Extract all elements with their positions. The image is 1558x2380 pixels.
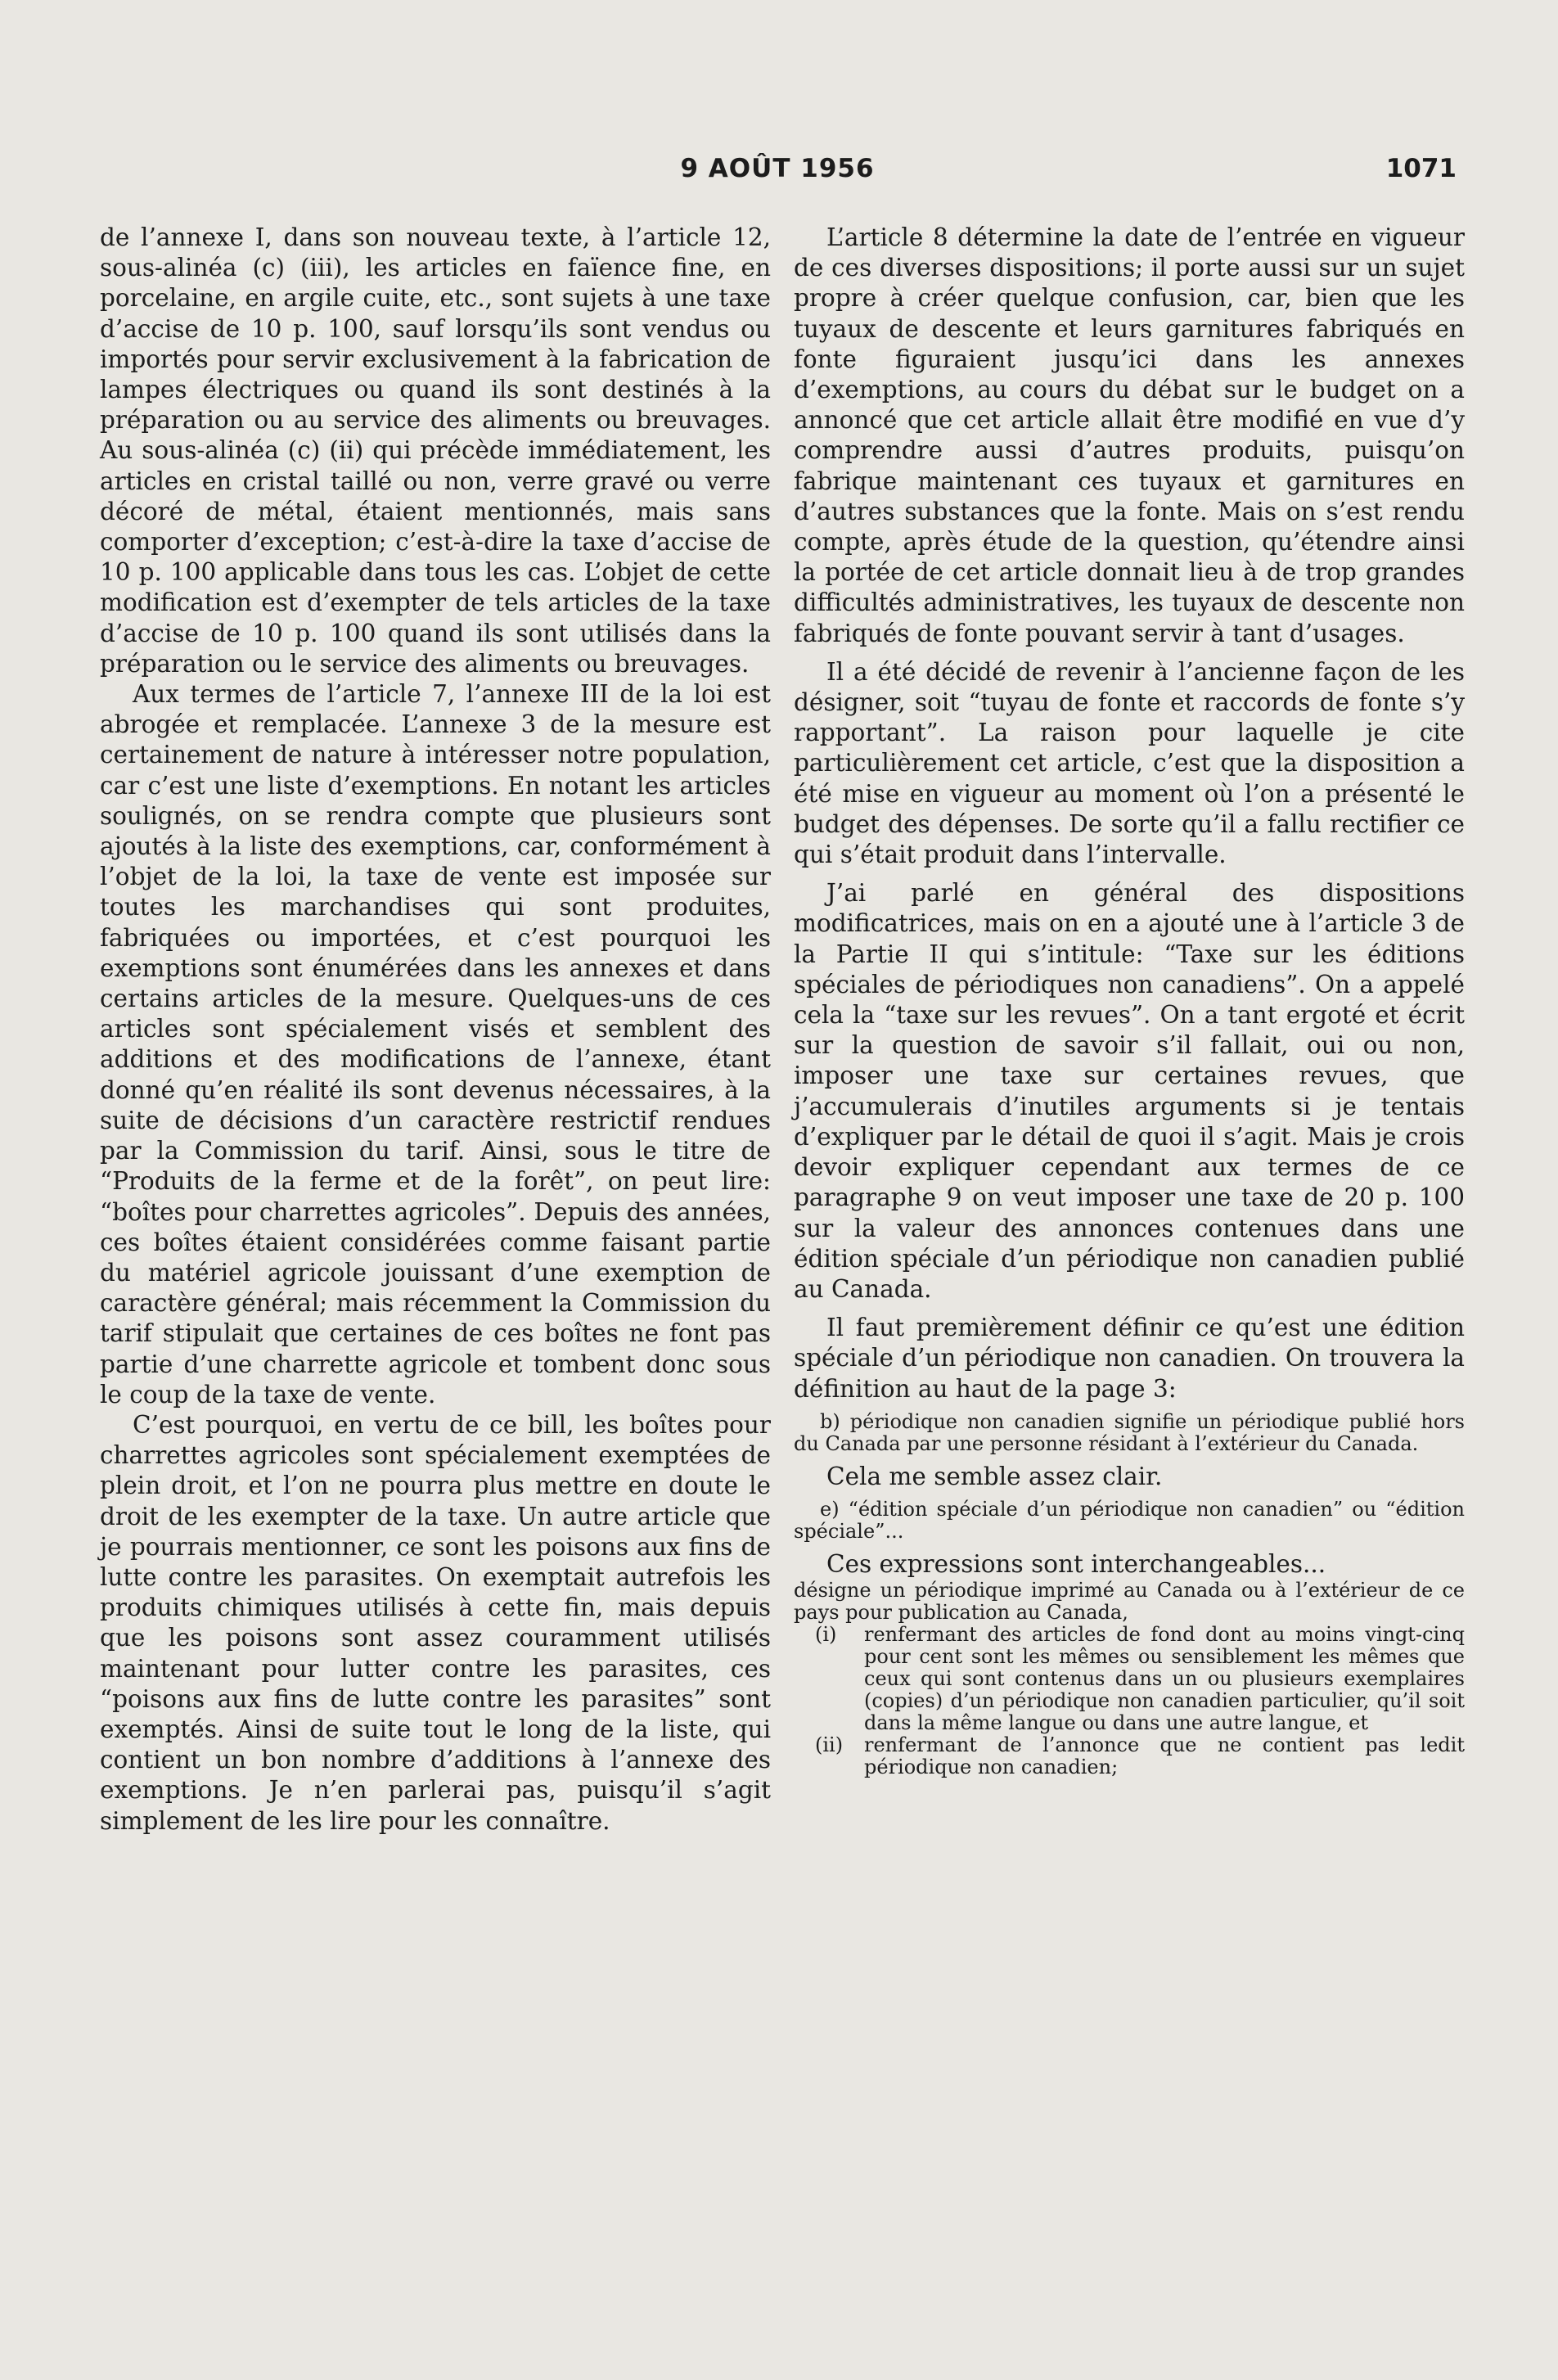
item-number: (ii) bbox=[815, 1733, 844, 1757]
paragraph: Cela me semble assez clair. bbox=[826, 1462, 1163, 1490]
item-text: renfermant de l’annonce que ne contient pas ledit périodique non canadien; bbox=[864, 1733, 1465, 1779]
paragraph: L’article 8 détermine la date de l’entrée en vigueur de ces diverses dispositions; il porte aussi sur un sujet propre à créer quelque confusion, car, bien que les tuyaux de descente et leurs garnitures fabriqués en fonte figuraient jusqu’ici dans les annexes d’exemptions, au cours du débat sur le budget on a annoncé que cet article allait être modifié en vue d’y comprendre aussi d’autres produits, puisqu’on fabrique maintenant ces tuyaux et garnitures en d’autres substances que la fonte. Mais on s’est rendu compte, après étude de la question, qu’étendre ainsi la portée de cet article donnait lieu à de trop grandes difficultés administratives, les tuyaux de descente non fabriqués de fonte pouvant servir à tant d’usages. bbox=[794, 223, 1465, 647]
quote-definition-b: b) périodique non canadien signifie un périodique publié hors du Canada par une personne résidant à l’extérieur du Canada. bbox=[794, 1409, 1465, 1455]
paragraph: C’est pourquoi, en vertu de ce bill, les boîtes pour charrettes agricoles sont spécialement exemptées de plein droit, et l’on ne pourra plus mettre en doute le droit de les exempter de la taxe. Un autre article que je pourrais mentionner, ce sont les poisons aux fins de lutte contre les parasites. On exemptait autrefois les produits chimiques utilisés à cette fin, mais depuis que les poisons sont assez couramment utilisés maintenant pour lutter contre les parasites, ces “poisons aux fins de lutte contre les parasites” sont exemptés. Ainsi de suite tout le long de la liste, qui contient un bon nombre d’additions à l’annexe des exemptions. Je n’en parlerai pas, puisqu’il s’agit simplement de les lire pour les connaître. bbox=[100, 1410, 771, 1835]
left-column bbox=[100, 223, 771, 1837]
paragraph: J’ai parlé en général des dispositions modificatrices, mais on en a ajouté une à l’article 3 de la Partie II qui s’intitule: “Taxe sur les éditions spéciales de périodiques non canadiens”. On a appelé cela la “taxe sur les revues”. On a tant ergoté et écrit sur la question de savoir s’il fallait, oui ou non, imposer une taxe sur certaines revues, que j’accumulerais d’inutiles arguments si je tentais d’expliquer par le détail de quoi il s’agit. Mais je crois devoir expliquer cependant aux termes de ce paragraphe 9 on veut imposer une taxe de 20 p. 100 sur la valeur des annonces contenues dans une édition spéciale d’un périodique non canadien publié au Canada. bbox=[794, 879, 1465, 1303]
item-text: renfermant des articles de fond dont au moins vingt-cinq pour cent sont les mêmes ou sensiblement les mêmes que ceux qui sont contenus dans un ou plusieurs exemplaires (copies) d’un périodique non canadien particulier, qu’il soit dans la même langue ou dans une autre langue, et bbox=[864, 1623, 1465, 1735]
item-number: (i) bbox=[815, 1623, 837, 1647]
page-header bbox=[98, 154, 1457, 193]
paragraph: Il a été décidé de revenir à l’ancienne façon de les désigner, soit “tuyau de fonte et raccords de fonte s’y rapportant”. La raison pour laquelle je cite particulièrement cet article, c’est que la disposition a été mise en vigueur au moment où l’on a présenté le budget des dépenses. De sorte qu’il a fallu rectifier ce qui s’était produit dans l’intervalle. bbox=[794, 657, 1465, 869]
paragraph: de l’annexe I, dans son nouveau texte, à l’article 12, sous-alinéa (c) (iii), les articles en faïence fine, en porcelaine, en argile cuite, etc., sont sujets à une taxe d’accise de 10 p. 100, sauf lorsqu’ils sont vendus ou importés pour servir exclusivement à la fabrication de lampes électriques ou quand ils sont destinés à la préparation ou au service des aliments ou breuvages. Au sous-alinéa (c) (ii) qui précède immédiatement, les articles en cristal taillé ou non, verre gravé ou verre décoré de métal, étaient mentionnés, mais sans comporter d’exception; c’est-à-dire la taxe d’accise de 10 p. 100 applicable dans tous les cas. L’objet de cette modification est d’exempter de tels articles de la taxe d’accise de 10 p. 100 quand ils sont utilisés dans la préparation ou le service des aliments ou breuvages. bbox=[100, 223, 771, 678]
definition-intro: désigne un périodique imprimé au Canada ou à l’extérieur de ce pays pour publication au Canada, bbox=[794, 1579, 1465, 1625]
paragraph: Aux termes de l’article 7, l’annexe III de la loi est abrogée et remplacée. L’annexe 3 de la mesure est certainement de nature à intéresser notre population, car c’est une liste d’exemptions. En notant les articles soulignés, on se rendra compte que plusieurs sont ajoutés à la liste des exemptions, car, conformément à l’objet de la loi, la taxe de vente est imposée sur toutes les marchandises qui sont produites, fabriquées ou importées, et c’est pourquoi les exemptions sont énumérées dans les annexes et dans certains articles de la mesure. Quelques-uns de ces articles sont spécialement visés et semblent des additions et des modifications de l’annexe, étant donné qu’en réalité ils sont devenus nécessaires, à la suite de décisions d’un caractère restrictif rendues par la Commission du tarif. Ainsi, sous le titre de “Produits de la ferme et de la forêt”, on peut lire: “boîtes pour charrettes agricoles”. Depuis des années, ces boîtes étaient considérées comme faisant partie du matériel agricole jouissant d’une exemption de caractère général; mais récemment la Commission du tarif stipulait que certaines de ces boîtes ne font pas partie d’une charrette agricole et tombent donc sous le coup de la taxe de vente. bbox=[100, 680, 771, 1409]
header-date: 9 AOÛT 1956 bbox=[680, 154, 875, 183]
paragraph: Ces expressions sont interchangeables... bbox=[826, 1549, 1326, 1578]
quote-definition-e: e) “édition spéciale d’un périodique non canadien” ou “édition spéciale”... bbox=[794, 1497, 1465, 1543]
right-column bbox=[794, 223, 1465, 1778]
list-item bbox=[794, 1624, 1465, 1734]
page-number: 1071 bbox=[1385, 154, 1457, 183]
list-item bbox=[794, 1734, 1465, 1778]
paragraph: Il faut premièrement définir ce qu’est une édition spéciale d’un périodique non canadien. On trouvera la définition au haut de la page 3: bbox=[794, 1314, 1465, 1403]
